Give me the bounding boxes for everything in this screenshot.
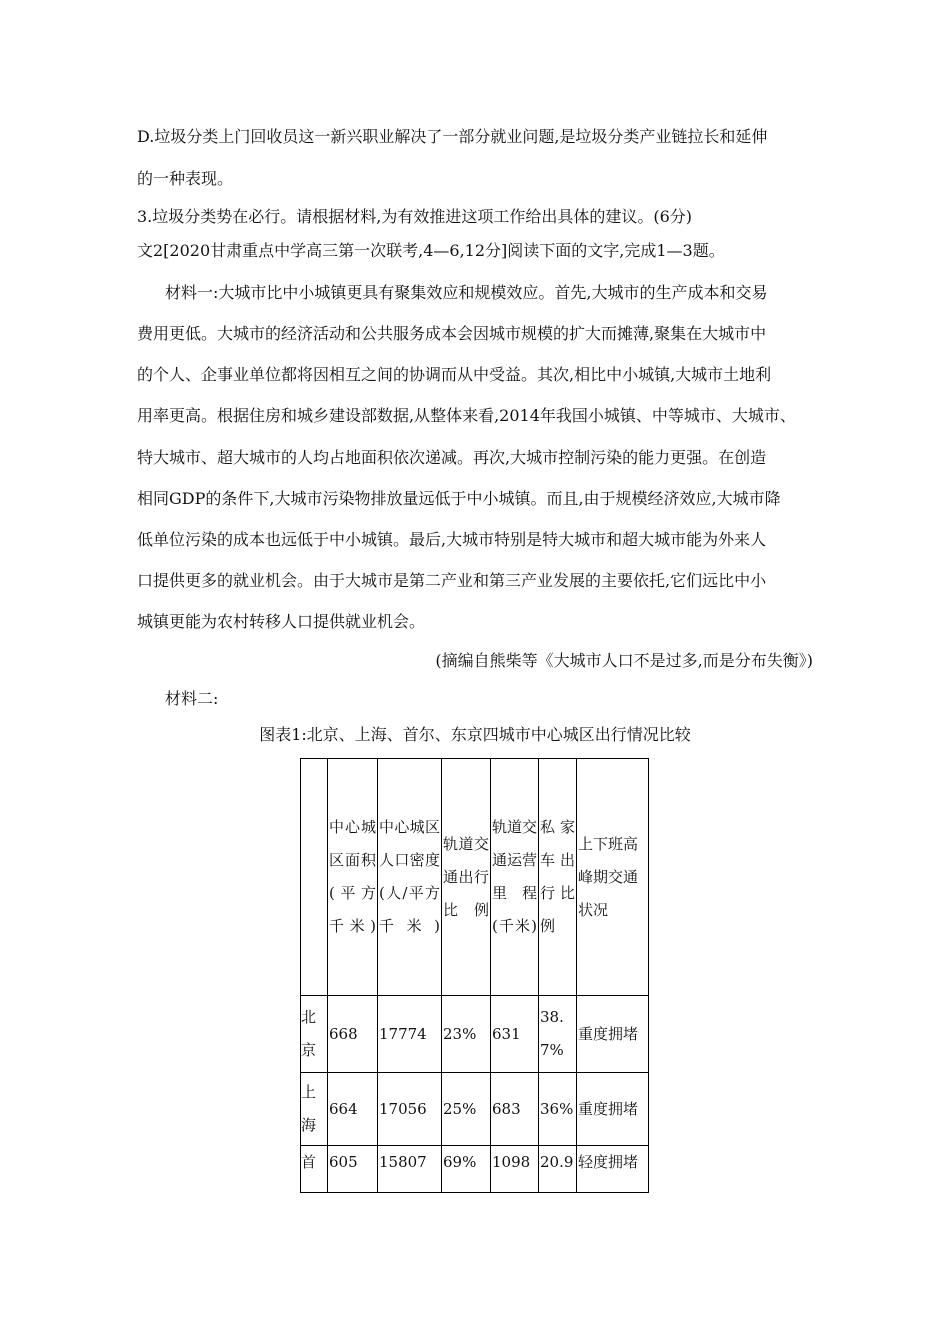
header-cell-area: 中心城区面积(平方千米)	[328, 759, 378, 996]
row-traffic: 重度拥堵	[577, 1073, 649, 1146]
row-density: 17056	[378, 1073, 442, 1146]
row-traffic: 轻度拥堵	[577, 1146, 649, 1193]
material-1-line-8: 口提供更多的就业机会。由于大城市是第二产业和第三产业发展的主要依托,它们远比中小	[137, 571, 767, 590]
table-row	[301, 1073, 649, 1146]
row-car-share: 38.7%	[539, 996, 577, 1073]
row-car-share: 20.9	[539, 1146, 577, 1193]
option-d-line-2: 的一种表现。	[137, 169, 234, 188]
row-city: 上海	[301, 1073, 328, 1146]
header-cell-car-share: 私家车出行比例	[539, 759, 577, 996]
row-density: 15807	[378, 1146, 442, 1193]
row-city: 首	[301, 1146, 328, 1193]
option-d-line-1: D.垃圾分类上门回收员这一新兴职业解决了一部分就业问题,是垃圾分类产业链拉长和延伸	[137, 127, 768, 146]
row-rail-length: 683	[491, 1073, 539, 1146]
row-area: 668	[328, 996, 378, 1073]
table-title: 图表1:北京、上海、首尔、东京四城市中心城区出行情况比较	[259, 725, 691, 744]
row-rail-length: 1098	[491, 1146, 539, 1193]
material-1-line-9: 城镇更能为农村转移人口提供就业机会。	[137, 612, 426, 631]
row-rail-share: 69%	[442, 1146, 491, 1193]
material-1-line-5: 特大城市、超大城市的人均占地面积依次递减。再次,大城市控制污染的能力更强。在创造	[137, 448, 767, 467]
material-1-line-3: 的个人、企事业单位都将因相互之间的协调而从中受益。其次,相比中小城镇,大城市土地利	[137, 365, 772, 384]
header-cell-traffic: 上下班高峰期交通状况	[577, 759, 649, 996]
material-1-line-1: 材料一:大城市比中小城镇更具有聚集效应和规模效应。首先,大城市的生产成本和交易	[165, 283, 768, 302]
source-citation: (摘编自熊柴等《大城市人口不是过多,而是分布失衡》)	[435, 651, 813, 670]
row-rail-share: 25%	[442, 1073, 491, 1146]
row-density: 17774	[378, 996, 442, 1073]
header-cell-rail-share: 轨道交通出行比例	[442, 759, 491, 996]
table-row	[301, 996, 649, 1073]
row-rail-share: 23%	[442, 996, 491, 1073]
row-car-share: 36%	[539, 1073, 577, 1146]
row-area: 605	[328, 1146, 378, 1193]
header-cell-empty	[301, 759, 328, 996]
row-traffic: 重度拥堵	[577, 996, 649, 1073]
material-2-label: 材料二:	[165, 689, 219, 708]
material-1-line-4: 用率更高。根据住房和城乡建设部数据,从整体来看,2014年我国小城镇、中等城市、大城市、	[137, 406, 796, 425]
material-1-line-7: 低单位污染的成本也远低于中小城镇。最后,大城市特别是特大城市和超大城市能为外来人	[137, 530, 767, 549]
row-rail-length: 631	[491, 996, 539, 1073]
text-2-heading: 文2[2020甘肃重点中学高三第一次联考,4—6,12分]阅读下面的文字,完成1—3题。	[137, 241, 725, 260]
material-1-line-2: 费用更低。大城市的经济活动和公共服务成本会因城市规模的扩大而摊薄,聚集在大城市中	[137, 324, 767, 343]
question-3: 3.垃圾分类势在必行。请根据材料,为有效推进这项工作给出具体的建议。(6分)	[137, 207, 693, 226]
row-area: 664	[328, 1073, 378, 1146]
header-cell-rail-length: 轨道交通运营里程(千米)	[491, 759, 539, 996]
table-header-row	[301, 759, 649, 996]
row-city: 北京	[301, 996, 328, 1073]
table-row	[301, 1146, 649, 1193]
material-1-line-6: 相同GDP的条件下,大城市污染物排放量远低于中小城镇。而且,由于规模经济效应,大城市降	[137, 489, 781, 508]
header-cell-density: 中心城区人口密度(人/平方千米)	[378, 759, 442, 996]
city-comparison-table	[300, 758, 649, 1193]
